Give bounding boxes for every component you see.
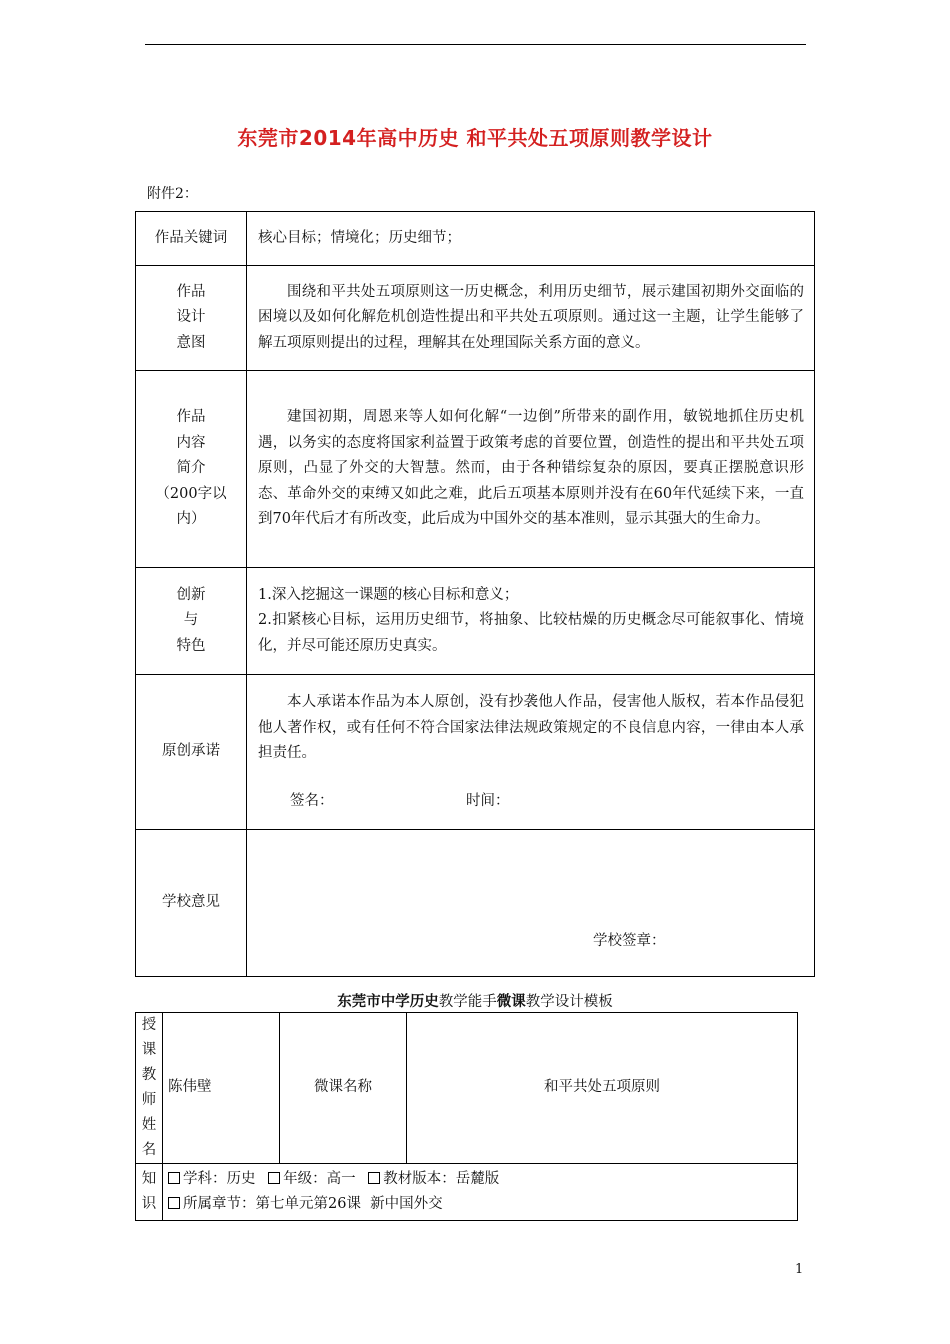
- pledge-value: 本人承诺本作品为本人原创，没有抄袭他人作品，侵害他人版权，若本作品侵犯他人著作权，或有任何不符合国家法律法规政策规定的不良信息内容，一律由本人承担责任。 签名： 时间：: [247, 675, 815, 830]
- innovation-value: 1.深入挖掘这一课题的核心目标和意义； 2.扣紧核心目标，运用历史细节，将抽象、比较枯燥的历史概念尽可能叙事化、情境化，并尽可能还原历史真实。: [247, 568, 815, 675]
- chapter-checkbox[interactable]: [168, 1197, 180, 1209]
- intent-value: 围绕和平共处五项原则这一历史概念，利用历史细节，展示建国初期外交面临的困境以及如何化解危机创造性提出和平共处五项原则。通过这一主题，让学生能够了解五项原则提出的过程，理解其在处理国际关系方面的意义。: [247, 266, 815, 371]
- pledge-row: [136, 675, 815, 830]
- summary-row: [136, 371, 815, 568]
- submission-form-table: [135, 211, 815, 977]
- attachment-label: 附件2：: [147, 186, 198, 202]
- knowledge-line-1: 学科：历史 年级：高一 教材版本：岳麓版: [168, 1167, 797, 1193]
- teacher-name-value: 陈伟壁: [163, 1013, 280, 1164]
- knowledge-value: [163, 1164, 798, 1221]
- innovation-row: [136, 568, 815, 675]
- edition-checkbox[interactable]: [368, 1172, 380, 1184]
- knowledge-line-2: 所属章节：第七单元第26课 新中国外交: [168, 1192, 797, 1218]
- summary-value: 建国初期，周恩来等人如何化解“一边倒”所带来的副作用，敏锐地抓住历史机遇，以务实的态度将国家利益置于政策考虑的首要位置，创造性的提出和平共处五项原则，凸显了外交的大智慧。然而，由于各种错综复杂的原因，要真正摆脱意识形态、革命外交的束缚又如此之难，此后五项基本原则并没有在60年代延续下来，一直到70年代后才有所改变，此后成为中国外交的基本准则，显示其强大的生命力。: [247, 371, 815, 568]
- signature-line: [258, 789, 804, 815]
- school-value: [247, 830, 815, 977]
- school-seal-label: 学校签章：: [593, 933, 666, 949]
- keywords-label: 作品关键词: [136, 212, 247, 266]
- document-title: 东莞市2014年高中历史 和平共处五项原则教学设计: [237, 126, 713, 150]
- microcourse-template-table: [135, 1012, 798, 1221]
- subject-checkbox[interactable]: [168, 1172, 180, 1184]
- pledge-label: 原创承诺: [136, 675, 247, 830]
- teacher-row: [136, 1013, 798, 1164]
- header-rule: [145, 44, 806, 45]
- time-label: 时间：: [466, 792, 510, 809]
- template-title: 东莞市中学历史教学能手微课教学设计模板: [337, 993, 613, 1010]
- intent-row: [136, 266, 815, 371]
- grade-checkbox[interactable]: [268, 1172, 280, 1184]
- innovation-label: 创新 与 特色: [136, 568, 247, 675]
- intent-label: 作品 设计 意图: [136, 266, 247, 371]
- teacher-name-label: 授 课 教 师 姓 名: [136, 1013, 163, 1164]
- school-row: [136, 830, 815, 977]
- knowledge-row: [136, 1164, 798, 1221]
- summary-label: 作品 内容 简介 （200字以 内）: [136, 371, 247, 568]
- knowledge-label: 知 识: [136, 1164, 163, 1221]
- sign-label: 签名：: [290, 792, 334, 809]
- page-number: 1: [795, 1262, 804, 1277]
- keywords-value: 核心目标；情境化；历史细节；: [247, 212, 815, 266]
- school-label: 学校意见: [136, 830, 247, 977]
- course-name-label: 微课名称: [280, 1013, 407, 1164]
- course-name-value: 和平共处五项原则: [407, 1013, 798, 1164]
- keywords-row: [136, 212, 815, 266]
